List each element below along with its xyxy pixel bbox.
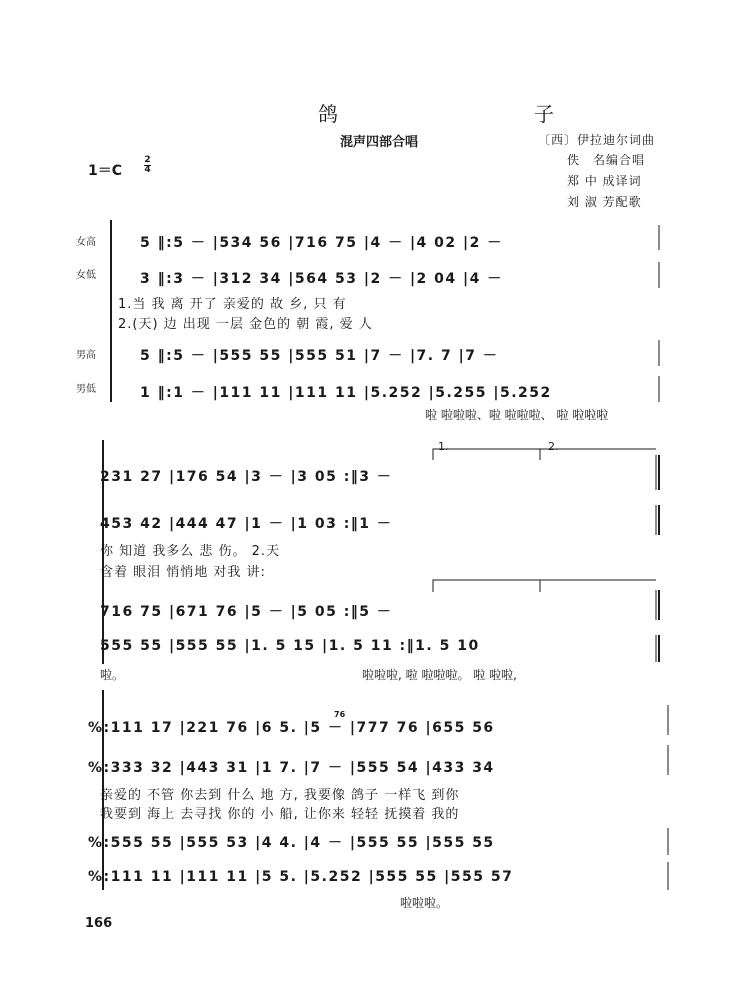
voice-label-soprano: 女高 [76, 237, 96, 248]
system2-bass-line: 555 55 |555 55 |1. 5 15 |1. 5 11 :‖1. 5 10 [100, 638, 480, 654]
time-signature-bottom: 4 [144, 165, 151, 175]
system1-lyrics-verse2: 2.(天) 边 出现 一层 金色的 朝 霞, 爱 人 [118, 317, 373, 332]
system2-alto-line: 453 42 |444 47 |1 － |1 03 :‖1 － [100, 516, 393, 532]
voice-label-bass: 男低 [76, 384, 96, 395]
page-number: 166 [85, 916, 113, 931]
system1-soprano-line: 5 ‖:5 － |534 56 |716 75 |4 － |4 02 |2 － [140, 235, 503, 251]
system3-bass-line: %:111 11 |111 11 |5 5. |5.252 |555 55 |555 57 [88, 869, 514, 885]
subtitle: 混声四部合唱 [340, 135, 419, 150]
system2-tenor-line: 716 75 |671 76 |5 － |5 05 :‖5 － [100, 604, 393, 620]
voice-label-alto: 女低 [76, 270, 96, 281]
volta1-bracket-lower [433, 580, 540, 592]
system3-lyrics-verse1: 亲爱的 不管 你去到 什么 地 方, 我要像 鸽子 一样飞 到你 [100, 788, 460, 803]
voice-label-tenor: 男高 [76, 350, 96, 361]
volta-first-ending: 1. [438, 440, 449, 453]
system3-tenor-line: %:555 55 |555 53 |4 4. |4 － |555 55 |555 55 [88, 835, 495, 851]
time-signature-top: 2 [144, 155, 151, 165]
system1-lyrics-verse1: 1.当 我 离 开了 亲爱的 故 乡, 只 有 [118, 297, 347, 312]
system1-alto-line: 3 ‖:3 － |312 34 |564 53 |2 － |2 04 |4 － [140, 271, 503, 287]
system2-lalala-start: 啦。 [100, 668, 125, 682]
grace-notes: 76 [334, 710, 346, 719]
system2-soprano-line: 231 27 |176 54 |3 － |3 05 :‖3 － [100, 469, 393, 485]
system3-alto-line: %:333 32 |443 31 |1 7. |7 － |555 54 |433 34 [88, 760, 495, 776]
system2-lyrics-verse1: 你 知道 我多么 悲 伤。 2.天 [100, 544, 281, 559]
volta-second-ending: 2. [548, 440, 559, 453]
system2-lalala: 啦啦啦, 啦 啦啦啦。 啦 啦啦, [362, 668, 517, 682]
song-title: 鸽 子 [318, 102, 606, 126]
credit-translator: 郑 中 成译词 [567, 174, 642, 188]
credit-arranger: 佚 名编合唱 [567, 153, 646, 167]
system3-lalala: 啦啦啦。 [400, 896, 449, 910]
system1-lalala: 啦 啦啦啦、啦 啦啦啦、 啦 啦啦啦 [425, 408, 609, 422]
volta1-bracket [433, 449, 540, 460]
system3-soprano-line: %:111 17 |221 76 |6 5. |5 － |777 76 |655 56 [88, 720, 495, 736]
system3-lyrics-verse2: 我要到 海上 去寻找 你的 小 船, 让你来 轻轻 抚摸着 我的 [100, 807, 460, 822]
system2-lyrics-verse2: 含着 眼泪 悄悄地 对我 讲: [100, 565, 266, 580]
credit-composer: 〔西〕伊拉迪尔词曲 [538, 133, 656, 147]
key-signature: 1＝C [88, 163, 123, 179]
system1-tenor-line: 5 ‖:5 － |555 55 |555 51 |7 － |7. 7 |7 － [140, 348, 499, 364]
credit-lyricist: 刘 淑 芳配歌 [567, 195, 642, 209]
system1-bass-line: 1 ‖:1 － |111 11 |111 11 |5.252 |5.255 |5.252 [140, 385, 552, 401]
volta2-bracket-lower [540, 580, 656, 592]
